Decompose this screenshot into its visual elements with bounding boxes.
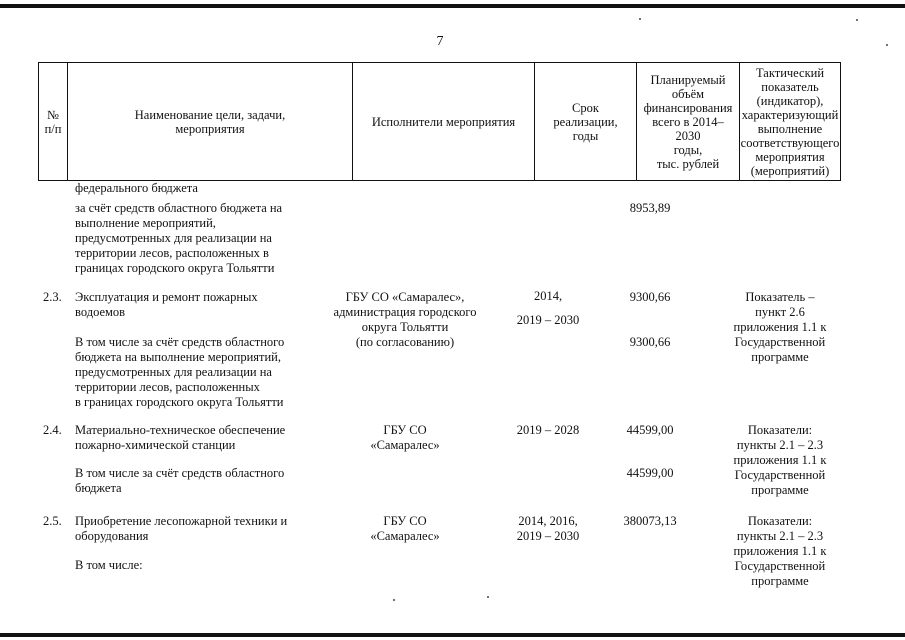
row-2-3-indicator: Показатель – пункт 2.6 приложения 1.1 к Государственной программе <box>733 290 827 364</box>
bottom-border-line <box>0 633 905 637</box>
header-term: Срок реализации, годы <box>535 63 637 181</box>
header-num: № п/п <box>39 63 68 181</box>
row-2-5-sum: 380073,13 <box>623 514 677 528</box>
top-border-line <box>0 4 905 8</box>
row-2-4-sub-name: В том числе за счёт средств областного бюджета <box>75 466 285 495</box>
scan-speck <box>393 599 395 601</box>
header-indicator: Тактический показатель (индикатор), характеризующий выполнение соответствующего мероприятия (мероприятий) <box>740 63 841 181</box>
row-2-3-num: 2.3. <box>43 290 62 304</box>
row-2-3-term: 2014, 2019 – 2030 <box>516 289 580 327</box>
header-financing: Планируемый объём финансирования всего в 2014–2030 годы, тыс. рублей <box>637 63 740 181</box>
continuation-regional-sum: 8953,89 <box>629 201 671 215</box>
row-2-5-indicator: Показатели: пункты 2.1 – 2.3 приложения 1.1 к Государственной программе <box>733 514 827 588</box>
row-2-5-executors: ГБУ СО «Самаралес» <box>370 514 440 543</box>
row-2-3-sub-sum: 9300,66 <box>629 335 671 349</box>
row-2-5-sub-name: В том числе: <box>75 558 143 572</box>
row-2-4-executors: ГБУ СО «Самаралес» <box>370 423 440 452</box>
scan-speck <box>886 44 888 46</box>
scan-speck <box>639 18 641 20</box>
row-2-5-num: 2.5. <box>43 514 62 528</box>
page-number: 7 <box>436 34 444 49</box>
row-2-5-name: Приобретение лесопожарной техники и оборудования <box>75 514 288 543</box>
continuation-regional-name: за счёт средств областного бюджета на выполнение мероприятий, предусмотренных для реализации на территории лесов, расположенных в границах городского округа Тольятти <box>75 201 283 275</box>
scan-speck <box>487 596 489 598</box>
row-2-4-name: Материально-техническое обеспечение пожарно-химической станции <box>75 423 286 452</box>
row-2-3-sum: 9300,66 <box>629 290 671 304</box>
table-header <box>38 62 841 181</box>
row-2-3-name: Эксплуатация и ремонт пожарных водоемов <box>75 290 258 319</box>
row-2-3-sub-name: В том числе за счёт средств областного бюджета на выполнение мероприятий, предусмотренных для реализации на территории лесов, расположенных в границах городского округа Тольятти <box>75 335 285 409</box>
row-2-4-sub-sum: 44599,00 <box>626 466 674 480</box>
row-2-4-num: 2.4. <box>43 423 62 437</box>
row-2-4-indicator: Показатели: пункты 2.1 – 2.3 приложения 1.1 к Государственной программе <box>733 423 827 497</box>
header-name: Наименование цели, задачи, мероприятия <box>68 63 353 181</box>
row-2-4-sum: 44599,00 <box>626 423 674 437</box>
header-executors: Исполнители мероприятия <box>353 63 535 181</box>
row-2-4-term: 2019 – 2028 <box>516 423 580 437</box>
row-2-3-executors: ГБУ СО «Самаралес», администрация городского округа Тольятти (по согласованию) <box>333 290 477 349</box>
scan-speck <box>856 19 858 21</box>
row-2-5-term: 2014, 2016, 2019 – 2030 <box>516 514 580 543</box>
continuation-text: федерального бюджета <box>75 181 198 195</box>
